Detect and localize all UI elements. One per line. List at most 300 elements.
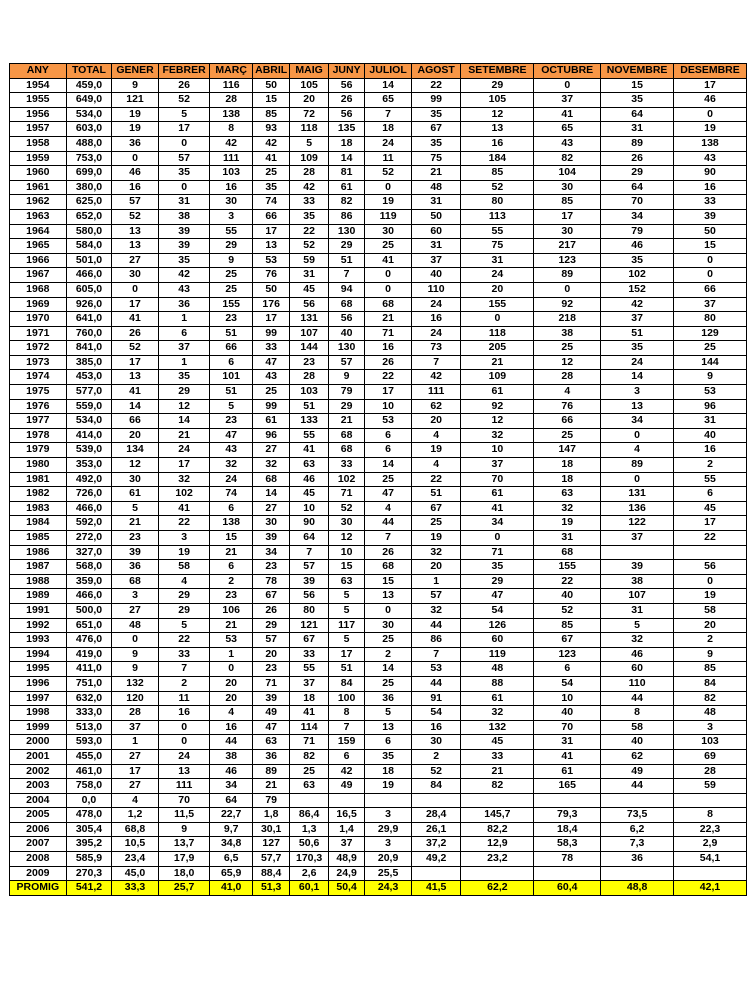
month-cell: 104 [534, 166, 601, 181]
month-cell: 21 [411, 166, 461, 181]
month-cell: 41 [112, 312, 159, 327]
month-cell: 3 [112, 589, 159, 604]
year-cell: 1995 [10, 662, 67, 677]
month-cell: 106 [210, 603, 253, 618]
month-cell: 28 [674, 764, 747, 779]
month-cell: 6 [210, 355, 253, 370]
table-row [10, 253, 747, 268]
month-cell: 29 [210, 239, 253, 254]
month-cell: 17 [328, 647, 364, 662]
month-cell: 92 [461, 399, 534, 414]
month-cell: 58,3 [534, 837, 601, 852]
month-cell: 25 [365, 239, 412, 254]
month-cell: 110 [411, 282, 461, 297]
month-cell: 74 [252, 195, 289, 210]
month-cell: 26 [328, 93, 364, 108]
month-cell: 82 [674, 691, 747, 706]
month-cell: 131 [290, 312, 328, 327]
average-cell: 50,4 [328, 881, 364, 896]
month-cell: 53 [210, 633, 253, 648]
year-cell: 2008 [10, 852, 67, 867]
month-cell: 32 [252, 458, 289, 473]
month-cell: 32 [601, 633, 674, 648]
month-cell: 132 [112, 676, 159, 691]
month-cell: 44 [601, 691, 674, 706]
month-cell: 30 [112, 472, 159, 487]
month-cell: 34 [461, 516, 534, 531]
month-cell: 28,4 [411, 808, 461, 823]
month-cell: 7 [411, 355, 461, 370]
month-cell: 32 [411, 545, 461, 560]
total-cell: 455,0 [66, 749, 112, 764]
month-cell: 43 [534, 136, 601, 151]
month-cell: 31 [534, 735, 601, 750]
month-cell: 6 [365, 428, 412, 443]
month-cell: 28 [112, 706, 159, 721]
month-cell: 49 [328, 779, 364, 794]
month-cell: 4 [534, 385, 601, 400]
month-cell: 0 [158, 180, 210, 195]
month-cell: 64 [290, 531, 328, 546]
month-cell: 114 [290, 720, 328, 735]
month-cell: 9 [112, 78, 159, 93]
month-cell: 25 [365, 676, 412, 691]
month-cell: 21 [112, 516, 159, 531]
table-row [10, 414, 747, 429]
table-row [10, 428, 747, 443]
year-cell: 1954 [10, 78, 67, 93]
month-cell: 9 [328, 370, 364, 385]
month-cell: 40 [534, 706, 601, 721]
month-cell: 22 [158, 633, 210, 648]
month-cell: 18 [290, 691, 328, 706]
table-row [10, 501, 747, 516]
month-cell: 41 [534, 107, 601, 122]
month-cell: 82,2 [461, 822, 534, 837]
month-cell: 18 [365, 122, 412, 137]
month-cell: 22 [674, 531, 747, 546]
month-cell: 9 [210, 253, 253, 268]
month-cell: 138 [210, 516, 253, 531]
month-cell: 39 [112, 545, 159, 560]
month-cell: 184 [461, 151, 534, 166]
month-cell: 23 [210, 414, 253, 429]
month-cell: 50,6 [290, 837, 328, 852]
month-cell: 12,9 [461, 837, 534, 852]
month-cell: 51 [601, 326, 674, 341]
year-cell: 1963 [10, 209, 67, 224]
month-cell: 135 [328, 122, 364, 137]
month-cell: 26 [365, 355, 412, 370]
month-cell: 31 [601, 603, 674, 618]
month-cell: 113 [461, 209, 534, 224]
month-cell: 81 [328, 166, 364, 181]
total-cell: 605,0 [66, 282, 112, 297]
month-cell: 16 [411, 720, 461, 735]
month-cell: 55 [290, 662, 328, 677]
month-cell: 52 [534, 603, 601, 618]
month-cell: 25 [534, 428, 601, 443]
month-cell: 131 [601, 487, 674, 502]
month-cell: 50 [674, 224, 747, 239]
year-cell: 1977 [10, 414, 67, 429]
month-cell: 18 [534, 472, 601, 487]
month-cell: 59 [290, 253, 328, 268]
month-cell: 52 [461, 180, 534, 195]
month-cell: 12 [461, 107, 534, 122]
total-cell: 353,0 [66, 458, 112, 473]
year-cell: 1980 [10, 458, 67, 473]
month-cell: 16 [112, 180, 159, 195]
month-cell: 102 [158, 487, 210, 502]
month-cell: 42 [252, 136, 289, 151]
year-cell: 1964 [10, 224, 67, 239]
month-cell: 56 [328, 78, 364, 93]
month-cell: 8 [601, 706, 674, 721]
year-cell: 1984 [10, 516, 67, 531]
month-cell [674, 545, 747, 560]
month-cell: 29 [461, 78, 534, 93]
month-cell: 46 [210, 764, 253, 779]
table-row [10, 399, 747, 414]
year-cell: 1981 [10, 472, 67, 487]
month-cell: 46 [674, 93, 747, 108]
month-cell: 61 [252, 414, 289, 429]
month-cell: 11,5 [158, 808, 210, 823]
month-cell: 17,9 [158, 852, 210, 867]
month-cell: 138 [674, 136, 747, 151]
month-cell: 0 [112, 633, 159, 648]
table-row [10, 458, 747, 473]
month-cell: 122 [601, 516, 674, 531]
month-cell: 19 [411, 443, 461, 458]
month-cell [601, 866, 674, 881]
month-cell: 16 [461, 136, 534, 151]
month-cell: 110 [601, 676, 674, 691]
month-cell: 144 [290, 341, 328, 356]
month-cell: 67 [290, 633, 328, 648]
month-cell: 120 [112, 691, 159, 706]
month-cell: 10,5 [112, 837, 159, 852]
month-cell [461, 866, 534, 881]
average-cell: 51,3 [252, 881, 289, 896]
month-cell: 44 [210, 735, 253, 750]
month-cell: 33 [252, 341, 289, 356]
total-cell: 459,0 [66, 78, 112, 93]
total-cell: 632,0 [66, 691, 112, 706]
month-cell: 85 [252, 107, 289, 122]
month-cell: 10 [461, 443, 534, 458]
month-cell: 74 [210, 487, 253, 502]
month-cell: 50 [411, 209, 461, 224]
month-cell: 54 [534, 676, 601, 691]
month-cell: 79 [328, 385, 364, 400]
year-cell: 1967 [10, 268, 67, 283]
month-cell: 68 [112, 574, 159, 589]
month-cell: 53 [365, 414, 412, 429]
month-cell: 4 [210, 706, 253, 721]
month-cell: 2,9 [674, 837, 747, 852]
table-row [10, 574, 747, 589]
month-cell: 136 [601, 501, 674, 516]
month-cell [674, 793, 747, 808]
total-cell: 466,0 [66, 501, 112, 516]
column-header: AGOST [411, 64, 461, 79]
month-cell: 105 [461, 93, 534, 108]
total-cell: 760,0 [66, 326, 112, 341]
table-row [10, 720, 747, 735]
month-cell: 2 [158, 676, 210, 691]
month-cell: 41 [290, 706, 328, 721]
column-header: TOTAL [66, 64, 112, 79]
table-row [10, 531, 747, 546]
month-cell [411, 793, 461, 808]
month-cell: 71 [461, 545, 534, 560]
month-cell: 42 [158, 268, 210, 283]
month-cell: 25 [290, 764, 328, 779]
month-cell: 63 [252, 735, 289, 750]
month-cell: 30 [252, 516, 289, 531]
month-cell: 102 [328, 472, 364, 487]
month-cell: 61 [461, 487, 534, 502]
month-cell: 138 [210, 107, 253, 122]
year-cell: 1973 [10, 355, 67, 370]
month-cell: 134 [112, 443, 159, 458]
month-cell: 24 [411, 297, 461, 312]
month-cell: 2 [365, 647, 412, 662]
month-cell: 16 [210, 180, 253, 195]
month-cell: 19 [365, 195, 412, 210]
month-cell: 82 [534, 151, 601, 166]
month-cell: 6 [210, 501, 253, 516]
month-cell: 147 [534, 443, 601, 458]
month-cell: 60 [461, 633, 534, 648]
month-cell: 85 [534, 195, 601, 210]
month-cell: 99 [411, 93, 461, 108]
month-cell: 0 [158, 136, 210, 151]
table-row [10, 443, 747, 458]
year-cell: 1975 [10, 385, 67, 400]
month-cell: 27 [112, 779, 159, 794]
month-cell: 132 [461, 720, 534, 735]
average-cell: 41,5 [411, 881, 461, 896]
total-cell: 592,0 [66, 516, 112, 531]
month-cell: 62 [411, 399, 461, 414]
table-row [10, 706, 747, 721]
month-cell [601, 793, 674, 808]
month-cell: 18,0 [158, 866, 210, 881]
month-cell: 111 [158, 779, 210, 794]
month-cell: 51 [411, 487, 461, 502]
month-cell: 79 [601, 224, 674, 239]
month-cell: 70 [601, 195, 674, 210]
total-cell: 466,0 [66, 589, 112, 604]
month-cell: 39 [252, 531, 289, 546]
table-row [10, 852, 747, 867]
month-cell: 35 [158, 370, 210, 385]
total-cell: 411,0 [66, 662, 112, 677]
month-cell: 38 [534, 326, 601, 341]
month-cell: 218 [534, 312, 601, 327]
month-cell: 63 [328, 574, 364, 589]
month-cell [365, 793, 412, 808]
year-cell: 1997 [10, 691, 67, 706]
month-cell: 47 [210, 428, 253, 443]
average-cell: 42,1 [674, 881, 747, 896]
table-row [10, 209, 747, 224]
month-cell: 67 [534, 633, 601, 648]
year-cell: 1959 [10, 151, 67, 166]
month-cell: 51 [210, 326, 253, 341]
month-cell: 7 [328, 720, 364, 735]
month-cell: 13 [112, 239, 159, 254]
month-cell: 41 [158, 501, 210, 516]
month-cell: 70 [158, 793, 210, 808]
month-cell: 54 [411, 706, 461, 721]
month-cell: 2 [210, 574, 253, 589]
month-cell: 61 [328, 180, 364, 195]
year-cell: 1960 [10, 166, 67, 181]
month-cell: 72 [290, 107, 328, 122]
month-cell: 66 [210, 341, 253, 356]
month-cell: 1 [158, 355, 210, 370]
column-header: OCTUBRE [534, 64, 601, 79]
month-cell: 24 [158, 749, 210, 764]
total-cell: 305,4 [66, 822, 112, 837]
month-cell: 33 [461, 749, 534, 764]
month-cell: 9 [674, 370, 747, 385]
month-cell: 20 [252, 647, 289, 662]
month-cell: 25 [252, 385, 289, 400]
month-cell: 30 [365, 618, 412, 633]
month-cell: 11 [365, 151, 412, 166]
average-cell: 41,0 [210, 881, 253, 896]
month-cell: 14 [252, 487, 289, 502]
table-row [10, 282, 747, 297]
month-cell: 24 [210, 472, 253, 487]
month-cell: 5 [328, 589, 364, 604]
table-row [10, 647, 747, 662]
month-cell: 64 [601, 180, 674, 195]
month-cell: 66 [252, 209, 289, 224]
total-cell: 726,0 [66, 487, 112, 502]
month-cell: 52 [328, 501, 364, 516]
month-cell: 155 [210, 297, 253, 312]
total-cell: 270,3 [66, 866, 112, 881]
month-cell: 5 [365, 706, 412, 721]
month-cell: 94 [328, 282, 364, 297]
month-cell: 40 [328, 326, 364, 341]
month-cell: 13 [365, 720, 412, 735]
month-cell [290, 793, 328, 808]
total-cell: 753,0 [66, 151, 112, 166]
average-row [10, 881, 747, 896]
month-cell: 70 [461, 472, 534, 487]
month-cell: 20 [674, 618, 747, 633]
month-cell: 49 [252, 706, 289, 721]
month-cell: 109 [290, 151, 328, 166]
month-cell: 96 [252, 428, 289, 443]
year-cell: 1978 [10, 428, 67, 443]
table-row [10, 793, 747, 808]
month-cell: 73 [411, 341, 461, 356]
month-cell: 20 [290, 93, 328, 108]
month-cell: 26 [252, 603, 289, 618]
month-cell: 51 [210, 385, 253, 400]
month-cell: 79,3 [534, 808, 601, 823]
total-cell: 584,0 [66, 239, 112, 254]
month-cell: 29 [158, 589, 210, 604]
month-cell: 0 [365, 180, 412, 195]
month-cell: 170,3 [290, 852, 328, 867]
year-cell: 1985 [10, 531, 67, 546]
month-cell: 32 [158, 472, 210, 487]
average-label: PROMIG [10, 881, 67, 896]
month-cell: 32 [461, 428, 534, 443]
month-cell: 22,7 [210, 808, 253, 823]
month-cell: 27 [112, 253, 159, 268]
column-header: GENER [112, 64, 159, 79]
month-cell: 37 [601, 312, 674, 327]
month-cell: 42 [411, 370, 461, 385]
month-cell: 60 [411, 224, 461, 239]
month-cell: 30 [112, 268, 159, 283]
month-cell: 0 [674, 107, 747, 122]
month-cell: 82 [461, 779, 534, 794]
month-cell: 37 [158, 341, 210, 356]
month-cell: 107 [290, 326, 328, 341]
month-cell: 13 [601, 399, 674, 414]
month-cell: 46 [290, 472, 328, 487]
month-cell: 26 [158, 78, 210, 93]
month-cell: 45 [461, 735, 534, 750]
month-cell: 57 [328, 355, 364, 370]
month-cell: 19 [112, 107, 159, 122]
table-row [10, 676, 747, 691]
month-cell: 129 [674, 326, 747, 341]
month-cell: 10 [365, 399, 412, 414]
month-cell: 12 [534, 355, 601, 370]
month-cell: 217 [534, 239, 601, 254]
month-cell: 32 [461, 706, 534, 721]
table-row [10, 224, 747, 239]
month-cell: 84 [328, 676, 364, 691]
year-cell: 1970 [10, 312, 67, 327]
month-cell: 16 [674, 443, 747, 458]
month-cell: 34 [601, 414, 674, 429]
month-cell: 26 [112, 326, 159, 341]
table-row [10, 633, 747, 648]
table-row [10, 107, 747, 122]
month-cell: 100 [328, 691, 364, 706]
month-cell: 22 [534, 574, 601, 589]
month-cell: 13 [461, 122, 534, 137]
month-cell: 25 [534, 341, 601, 356]
month-cell [674, 866, 747, 881]
month-cell: 47 [461, 589, 534, 604]
average-cell: 60,4 [534, 881, 601, 896]
year-cell: 2007 [10, 837, 67, 852]
year-cell: 2004 [10, 793, 67, 808]
month-cell: 4 [411, 428, 461, 443]
month-cell: 7 [158, 662, 210, 677]
month-cell: 5 [158, 618, 210, 633]
month-cell: 3 [601, 385, 674, 400]
month-cell: 6 [328, 749, 364, 764]
month-cell: 71 [365, 326, 412, 341]
month-cell: 11 [158, 691, 210, 706]
month-cell: 12 [328, 531, 364, 546]
